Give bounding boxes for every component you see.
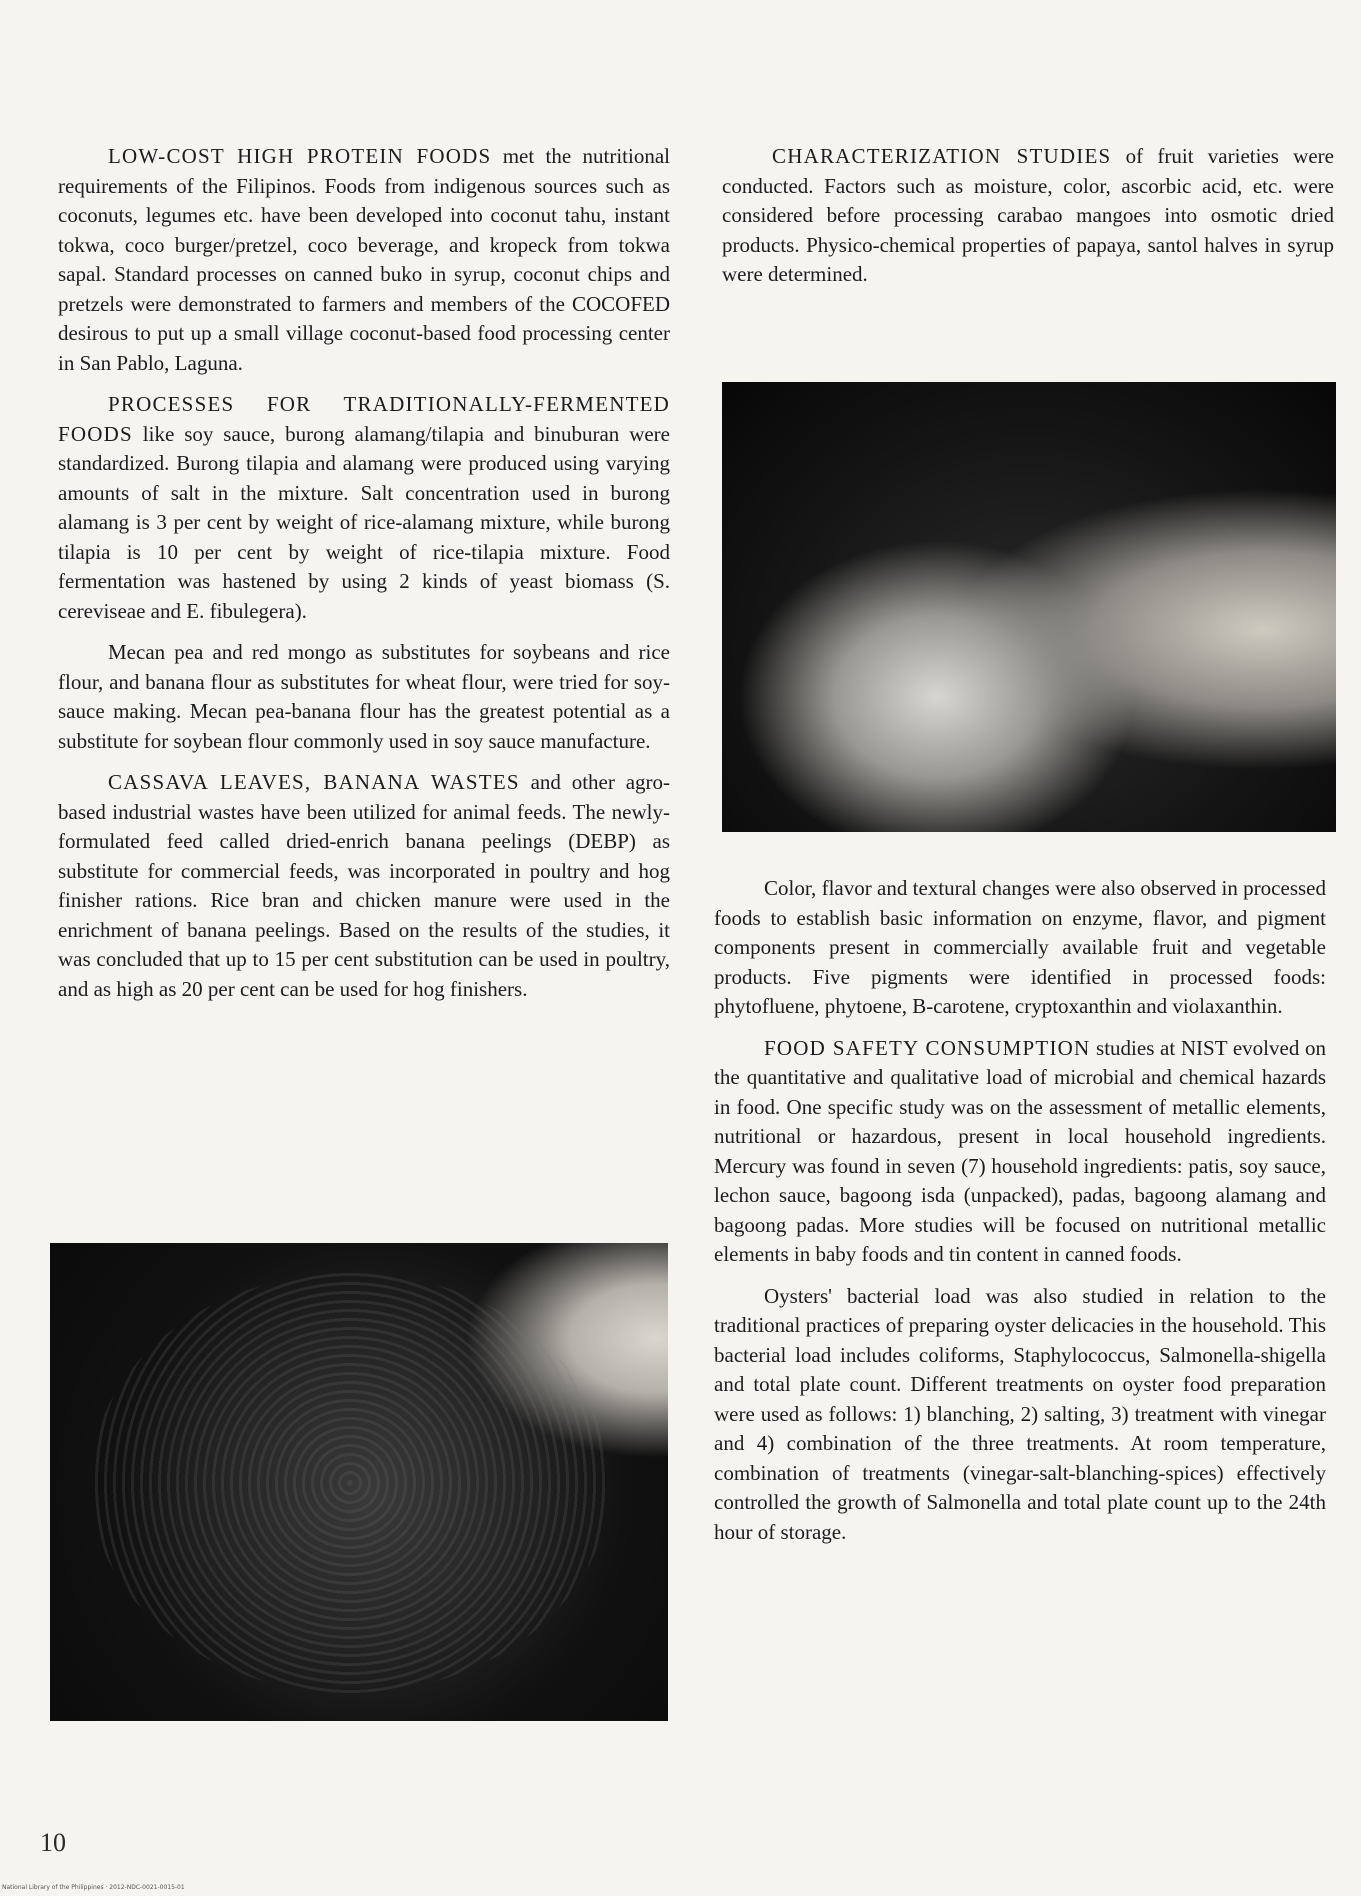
paragraph-text: like soy sauce, burong alamang/tilapia and binuburan were standardized. Burong tilapia and alamang were produced using varying amounts of salt in the mixture. Salt concentration used in burong alamang is 3 per cent by weight of rice-alamang mixture, while burong tilapia is 10 per cent by weight of rice-tilapia mixture. Food fermentation was hastened by using 2 kinds of yeast biomass (S. cereviseae and E. fibulegera). [58,421,670,623]
paragraph-text: Oysters' bacterial load was also studied in relation to the traditional practices of preparing oyster delicacies in the household. This bacterial load includes coliforms, Staphylococcus, Salmonella-shigella and total plate count. Different treatments on oyster food preparation were used as follows: 1) blanching, 2) salting, 3) treatment with vinegar and 4) combination of the three treatments. At room temperature, combination of treatments (vinegar-salt-blanching-spices) effectively controlled the growth of Salmonella and total plate count up to the 24th hour of storage. [714,1283,1326,1544]
paragraph-low-cost-foods [58,142,670,378]
left-column [58,142,670,1016]
paragraph-characterization [722,142,1334,290]
heading-animal-feeds: CASSAVA LEAVES, BANANA WASTES [108,770,520,794]
paragraph-animal-feeds [58,768,670,1004]
page-number: 10 [40,1828,66,1857]
footer-archive-note: National Library of the Philippines · 2012-NDC-0021-0015-01 [2,1884,185,1891]
right-column-bottom [714,874,1326,1559]
paragraph-food-safety [714,1034,1326,1270]
paragraph-text: of fruit varieties were conducted. Factors such as moisture, color, ascorbic acid, etc. were considered before processing carabao mangoes into osmotic dried products. Physico-chemical properties of papaya, santol halves in syrup were determined. [722,144,1334,286]
paragraph-text: and other agro-based industrial wastes have been utilized for animal feeds. The newly-formulated feed called dried-enrich banana peelings (DEBP) as substitute for commercial feeds, was incorporated in poultry and hog finisher rations. Rice bran and chicken manure were used in the enrichment of banana peelings. Based on the results of the studies, it was concluded that up to 15 per cent substitution can be used in poultry, and as high as 20 per cent can be used for hog finishers. [58,770,671,1001]
paragraph-text: studies at NIST evolved on the quantitative and qualitative load of microbial and chemical hazards in food. One specific study was on the assessment of metallic elements, nutritional or hazardous, present in local household ingredients. Mercury was found in seven (7) household ingredients: patis, soy sauce, lechon sauce, bagoong isda (unpacked), padas, bagoong alamang and bagoong padas. More studies will be focused on nutritional metallic elements in baby foods and tin content in canned foods. [714,1035,1326,1266]
heading-low-cost-foods: LOW-COST HIGH PROTEIN FOODS [108,144,492,168]
paragraph-oysters [714,1282,1326,1548]
heading-fermented-foods: PROCESSES FOR TRADITIONALLY-FERMENTED FOODS [58,392,670,446]
right-column-top [722,142,1334,302]
photo-drying-tray [50,1243,668,1721]
paragraph-pigments [714,874,1326,1022]
heading-food-safety: FOOD SAFETY CONSUMPTION [764,1035,1091,1060]
paragraph-text: Color, flavor and textural changes were also observed in processed foods to establish basic information on enzyme, flavor, and pigment components present in commercially available fruit and vegetable products. Five pigments were identified in processed foods: phytofluene, phytoene, B-carotene, cryptoxanthin and violaxanthin. [714,876,1326,1018]
photo-lab-worker [722,382,1336,832]
paragraph-text: Mecan pea and red mongo as substitutes for soybeans and rice flour, and banana flour as substitutes for wheat flour, were tried for soy-sauce making. Mecan pea-banana flour has the greatest potential as a substitute for soybean flour commonly used in soy sauce manufacture. [58,640,670,753]
heading-characterization: CHARACTERIZATION STUDIES [772,144,1112,168]
paragraph-text: met the nutritional requirements of the Filipinos. Foods from indigenous sources such as coconuts, legumes etc. have been developed into coconut tahu, instant tokwa, coco burger/pretzel, coco beverage, and kropeck from tokwa sapal. Standard processes on canned buko in syrup, coconut chips and pretzels were demonstrated to farmers and members of the COCOFED desirous to put up a small village coconut-based food processing center in San Pablo, Laguna. [58,144,670,375]
paragraph-soy-sauce-substitutes [58,638,670,756]
paragraph-fermented-foods [58,390,670,626]
